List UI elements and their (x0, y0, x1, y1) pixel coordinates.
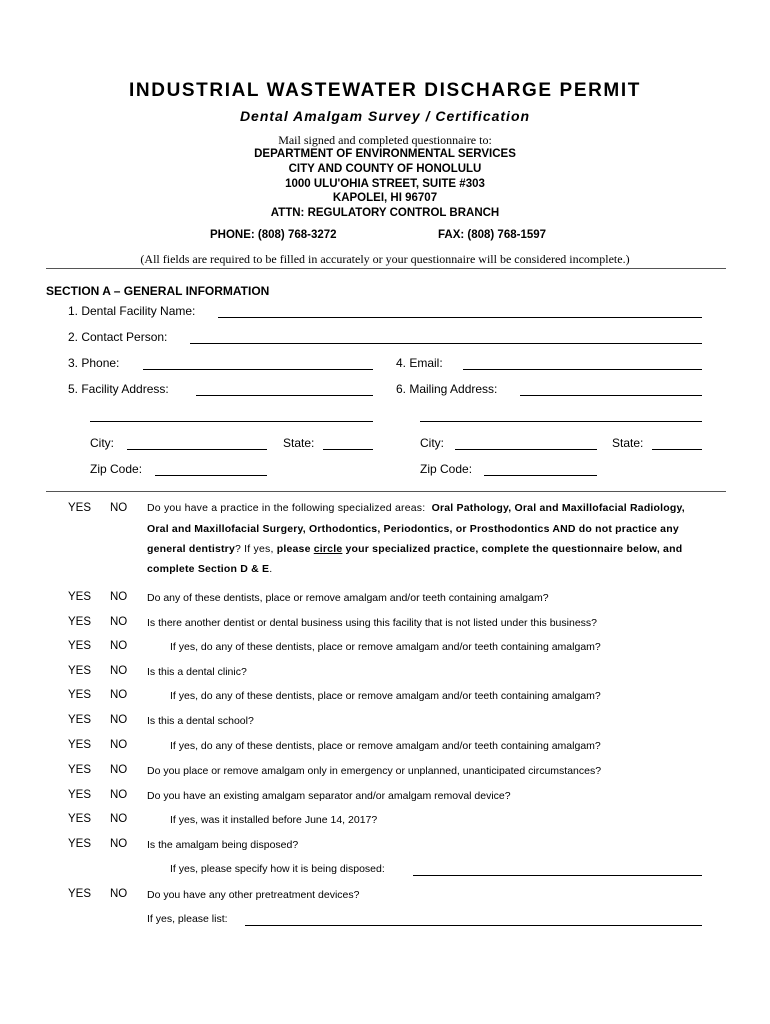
q4-no-option[interactable]: NO (110, 640, 128, 652)
disposal-method-field[interactable] (413, 875, 702, 876)
q13-no-option[interactable]: NO (110, 888, 128, 900)
q1-no-option[interactable]: NO (110, 502, 128, 514)
mailing-city-field[interactable] (455, 449, 597, 450)
facility-zip-field[interactable] (155, 475, 267, 476)
email-label: 4. Email: (396, 356, 443, 370)
q1-question-line4: complete Section D & E. (147, 563, 273, 575)
mail-instruction: Mail signed and completed questionnaire to: (278, 133, 492, 147)
mailing-zip-field[interactable] (484, 475, 597, 476)
mailing-address-label: 6. Mailing Address: (396, 382, 498, 396)
q9-no-option[interactable]: NO (110, 764, 128, 776)
facility-city-field[interactable] (127, 449, 267, 450)
q13-yes-option[interactable]: YES (68, 888, 92, 900)
facility-address-field[interactable] (196, 395, 373, 396)
facility-address-line2-field[interactable] (90, 421, 373, 422)
dental-facility-name-label: 1. Dental Facility Name: (68, 304, 196, 318)
form-subtitle: Dental Amalgam Survey / Certification (239, 108, 531, 124)
q1-question-line1 (147, 502, 685, 514)
q12-no-option[interactable]: NO (110, 838, 128, 850)
q10-text: Do you have an existing amalgam separator and/or amalgam removal device? (147, 790, 511, 802)
mailing-address-field[interactable] (520, 395, 702, 396)
q8-text: If yes, do any of these dentists, place or remove amalgam and/or teeth containing amalgam? (170, 740, 601, 752)
facility-address-label: 5. Facility Address: (68, 382, 169, 396)
q11-yes-option[interactable]: YES (68, 813, 92, 825)
q4-yes-option[interactable]: YES (68, 640, 92, 652)
q7-no-option[interactable]: NO (110, 714, 128, 726)
q1-general-dentistry: general dentistry (147, 543, 236, 555)
q3-no-option[interactable]: NO (110, 616, 128, 628)
address-line-city-state: KAPOLEI, HI 96707 (332, 192, 438, 204)
q5-yes-option[interactable]: YES (68, 665, 92, 677)
q6-text: If yes, do any of these dentists, place or remove amalgam and/or teeth containing amalgam? (170, 690, 601, 702)
q10-yes-option[interactable]: YES (68, 789, 92, 801)
q1-circle: circle (313, 543, 343, 555)
phone-field[interactable] (143, 369, 373, 370)
q10-no-option[interactable]: NO (110, 789, 128, 801)
address-line-attn: ATTN: REGULATORY CONTROL BRANCH (270, 207, 500, 219)
mailing-state-field[interactable] (652, 449, 702, 450)
q4-text: If yes, do any of these dentists, place or remove amalgam and/or teeth containing amalgam? (170, 641, 601, 653)
q2-no-option[interactable]: NO (110, 591, 128, 603)
facility-state-field[interactable] (323, 449, 373, 450)
q6-yes-option[interactable]: YES (68, 689, 92, 701)
q1-areas: Oral Pathology, Oral and Maxillofacial Radiology, (431, 502, 685, 514)
fax-number: FAX: (808) 768-1597 (438, 229, 547, 241)
section-divider (46, 491, 726, 492)
address-line-department: DEPARTMENT OF ENVIRONMENTAL SERVICES (254, 148, 516, 160)
q9-text: Do you place or remove amalgam only in emergency or unplanned, unanticipated circumstances? (147, 765, 602, 777)
q1-if-yes: ? If yes, (235, 543, 274, 555)
contact-person-label: 2. Contact Person: (68, 330, 168, 344)
form-title: INDUSTRIAL WASTEWATER DISCHARGE PERMIT (129, 80, 641, 101)
q5-text: Is this a dental clinic? (147, 666, 247, 678)
pretreatment-devices-field[interactable] (245, 925, 702, 926)
mailing-state-label: State: (612, 436, 644, 450)
email-field[interactable] (463, 369, 702, 370)
disposal-method-label: If yes, please specify how it is being disposed: (170, 863, 385, 875)
phone-label: 3. Phone: (68, 356, 120, 370)
phone-number: PHONE: (808) 768-3272 (210, 229, 337, 241)
q11-no-option[interactable]: NO (110, 813, 128, 825)
q7-yes-option[interactable]: YES (68, 714, 92, 726)
contact-person-field[interactable] (190, 343, 702, 344)
header-divider (46, 268, 726, 269)
q1-please: please (276, 543, 311, 555)
q8-no-option[interactable]: NO (110, 739, 128, 751)
q11-text: If yes, was it installed before June 14, 2017? (170, 814, 378, 826)
mailing-address-line2-field[interactable] (420, 421, 702, 422)
q3-text: Is there another dentist or dental business using this facility that is not listed under this business? (147, 617, 598, 629)
q2-text: Do any of these dentists, place or remove amalgam and/or teeth containing amalgam? (147, 592, 549, 604)
mailing-city-label: City: (420, 436, 444, 450)
required-fields-note: (All fields are required to be filled in accurately or your questionnaire will be considered incomplete.) (140, 252, 630, 266)
mailing-zip-label: Zip Code: (420, 462, 473, 476)
address-line-city-county: CITY AND COUNTY OF HONOLULU (288, 163, 482, 175)
q3-yes-option[interactable]: YES (68, 616, 92, 628)
pretreatment-devices-label: If yes, please list: (147, 913, 228, 925)
q1-complete-section: complete Section D & E (147, 563, 270, 575)
q9-yes-option[interactable]: YES (68, 764, 92, 776)
q1-yes-option[interactable]: YES (68, 502, 92, 514)
q2-yes-option[interactable]: YES (68, 591, 92, 603)
q7-text: Is this a dental school? (147, 715, 254, 727)
q5-no-option[interactable]: NO (110, 665, 128, 677)
q13-text: Do you have any other pretreatment devices? (147, 889, 360, 901)
q1-instructions: your specialized practice, complete the questionnaire below, and (345, 543, 683, 555)
q1-prefix: Do you have a practice in the following specialized areas: (147, 502, 426, 514)
address-line-street: 1000 ULU'OHIA STREET, SUITE #303 (285, 178, 485, 190)
q1-question-line3 (147, 543, 682, 555)
q1-question-line2: Oral and Maxillofacial Surgery, Orthodontics, Periodontics, or Prosthodontics AND do not practice any (147, 523, 679, 535)
q12-yes-option[interactable]: YES (68, 838, 92, 850)
q6-no-option[interactable]: NO (110, 689, 128, 701)
facility-city-label: City: (90, 436, 114, 450)
section-a-title: SECTION A – GENERAL INFORMATION (46, 284, 270, 298)
facility-state-label: State: (283, 436, 315, 450)
facility-zip-label: Zip Code: (90, 462, 143, 476)
dental-facility-name-field[interactable] (218, 317, 702, 318)
q8-yes-option[interactable]: YES (68, 739, 92, 751)
q12-text: Is the amalgam being disposed? (147, 839, 299, 851)
